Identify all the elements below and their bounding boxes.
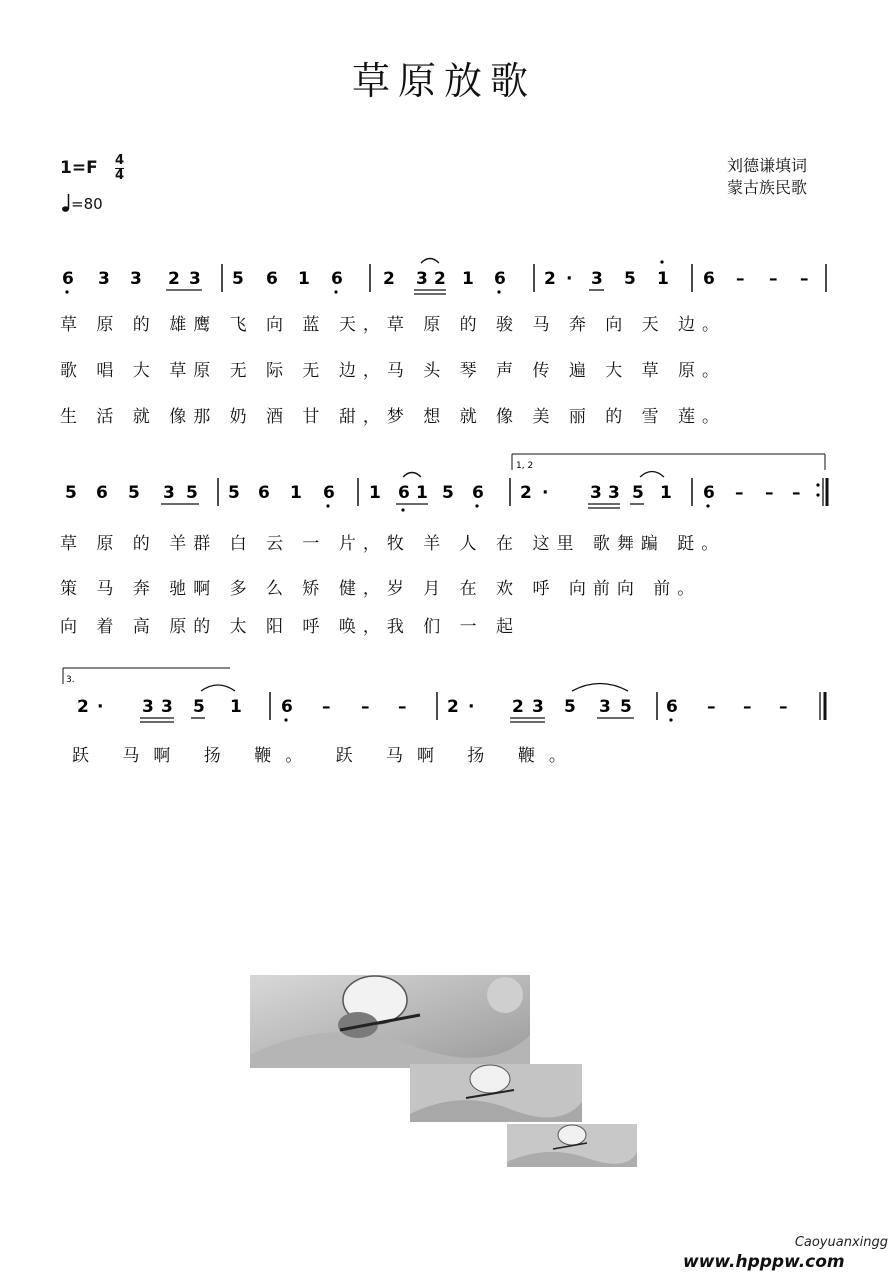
svg-text:5: 5 bbox=[193, 697, 205, 717]
svg-text:2: 2 bbox=[168, 269, 180, 289]
origin-credit: 蒙古族民歌 bbox=[727, 178, 808, 197]
svg-text:1: 1 bbox=[416, 483, 428, 503]
svg-text:3: 3 bbox=[189, 269, 201, 289]
svg-text:5: 5 bbox=[620, 697, 632, 717]
svg-text:3: 3 bbox=[163, 483, 175, 503]
song-title: 草原放歌 bbox=[351, 59, 536, 103]
svg-text:6: 6 bbox=[96, 483, 108, 503]
svg-text:5: 5 bbox=[624, 269, 636, 289]
svg-text:–: – bbox=[735, 483, 744, 503]
svg-text:–: – bbox=[800, 269, 809, 289]
svg-text:5: 5 bbox=[232, 269, 244, 289]
watermark-small: Caoyuanxingg bbox=[794, 1235, 888, 1250]
svg-text:3: 3 bbox=[416, 269, 428, 289]
svg-text:3: 3 bbox=[591, 269, 603, 289]
row-1-notation bbox=[62, 259, 826, 295]
svg-text:6: 6 bbox=[62, 269, 74, 289]
butterfly-photo-small bbox=[507, 1124, 637, 1167]
svg-text:·: · bbox=[468, 697, 475, 717]
svg-text:6: 6 bbox=[281, 697, 293, 717]
svg-text:1: 1 bbox=[657, 269, 669, 289]
svg-text:5: 5 bbox=[186, 483, 198, 503]
key-signature: 1=F bbox=[60, 158, 98, 178]
svg-text:1: 1 bbox=[298, 269, 310, 289]
svg-text:3: 3 bbox=[142, 697, 154, 717]
svg-text:–: – bbox=[322, 697, 331, 717]
time-bottom: 4 bbox=[115, 168, 125, 183]
svg-text:5: 5 bbox=[632, 483, 644, 503]
svg-text:6: 6 bbox=[323, 483, 335, 503]
svg-text:6: 6 bbox=[331, 269, 343, 289]
svg-text:2: 2 bbox=[520, 483, 532, 503]
svg-text:2: 2 bbox=[383, 269, 395, 289]
row-3-lyric-1: 跃 马啊 扬 鞭。 跃 马啊 扬 鞭。 bbox=[72, 746, 580, 766]
row-1-lyric-2: 歌 唱 大 草原 无 际 无 边，马 头 琴 声 传 遍 大 草 原。 bbox=[60, 361, 727, 381]
svg-text:6: 6 bbox=[472, 483, 484, 503]
svg-text:–: – bbox=[398, 697, 407, 717]
svg-text:1: 1 bbox=[369, 483, 381, 503]
svg-text:6: 6 bbox=[258, 483, 270, 503]
svg-text:–: – bbox=[769, 269, 778, 289]
time-top: 4 bbox=[115, 153, 125, 168]
svg-text:2: 2 bbox=[512, 697, 524, 717]
svg-text:–: – bbox=[779, 697, 788, 717]
svg-text:–: – bbox=[736, 269, 745, 289]
svg-text:3: 3 bbox=[608, 483, 620, 503]
svg-text:1: 1 bbox=[660, 483, 672, 503]
svg-text:5: 5 bbox=[564, 697, 576, 717]
svg-text:–: – bbox=[361, 697, 370, 717]
svg-text:1: 1 bbox=[230, 697, 242, 717]
svg-text:1: 1 bbox=[290, 483, 302, 503]
svg-text:2: 2 bbox=[77, 697, 89, 717]
svg-text:2: 2 bbox=[544, 269, 556, 289]
volta-3-label: 3. bbox=[66, 675, 75, 685]
svg-text:2: 2 bbox=[447, 697, 459, 717]
svg-text:2: 2 bbox=[434, 269, 446, 289]
svg-text:·: · bbox=[542, 483, 549, 503]
svg-text:5: 5 bbox=[128, 483, 140, 503]
svg-text:6: 6 bbox=[494, 269, 506, 289]
lyricist-credit: 刘德谦填词 bbox=[727, 156, 808, 175]
svg-text:3: 3 bbox=[590, 483, 602, 503]
svg-text:6: 6 bbox=[703, 269, 715, 289]
svg-text:5: 5 bbox=[65, 483, 77, 503]
svg-text:–: – bbox=[743, 697, 752, 717]
svg-text:1: 1 bbox=[462, 269, 474, 289]
svg-text:3: 3 bbox=[532, 697, 544, 717]
svg-text:6: 6 bbox=[703, 483, 715, 503]
row-1-lyric-1: 草 原 的 雄鹰 飞 向 蓝 天，草 原 的 骏 马 奔 向 天 边。 bbox=[60, 315, 727, 335]
svg-text:6: 6 bbox=[666, 697, 678, 717]
row-2-lyric-3: 向 着 高 原的 太 阳 呼 唤，我 们 一 起 bbox=[60, 617, 521, 637]
butterfly-photo-large bbox=[250, 975, 530, 1068]
site-watermark: www.hpppw.com bbox=[683, 1252, 845, 1272]
svg-text:·: · bbox=[97, 697, 104, 717]
volta-1-2-label: 1, 2 bbox=[516, 461, 534, 471]
svg-text:3: 3 bbox=[130, 269, 142, 289]
svg-text:5: 5 bbox=[228, 483, 240, 503]
svg-text:5: 5 bbox=[442, 483, 454, 503]
row-2-lyric-1: 草 原 的 羊群 白 云 一 片，牧 羊 人 在 这里 歌舞蹁 跹。 bbox=[60, 534, 726, 554]
svg-text:–: – bbox=[792, 483, 801, 503]
row-2-lyric-2: 策 马 奔 驰啊 多 么 矫 健，岁 月 在 欢 呼 向前向 前。 bbox=[60, 579, 702, 599]
tempo-value: =80 bbox=[71, 195, 103, 213]
svg-text:–: – bbox=[765, 483, 774, 503]
row-2-notation bbox=[65, 454, 827, 512]
svg-text:3: 3 bbox=[161, 697, 173, 717]
row-1-lyric-3: 生 活 就 像那 奶 酒 甘 甜，梦 想 就 像 美 丽 的 雪 莲。 bbox=[60, 407, 727, 427]
row-3-notation bbox=[63, 668, 825, 722]
butterfly-photo-medium bbox=[410, 1064, 582, 1122]
svg-text:6: 6 bbox=[398, 483, 410, 503]
svg-text:3: 3 bbox=[599, 697, 611, 717]
svg-text:–: – bbox=[707, 697, 716, 717]
svg-text:3: 3 bbox=[98, 269, 110, 289]
svg-text:6: 6 bbox=[266, 269, 278, 289]
svg-text:·: · bbox=[566, 269, 573, 289]
